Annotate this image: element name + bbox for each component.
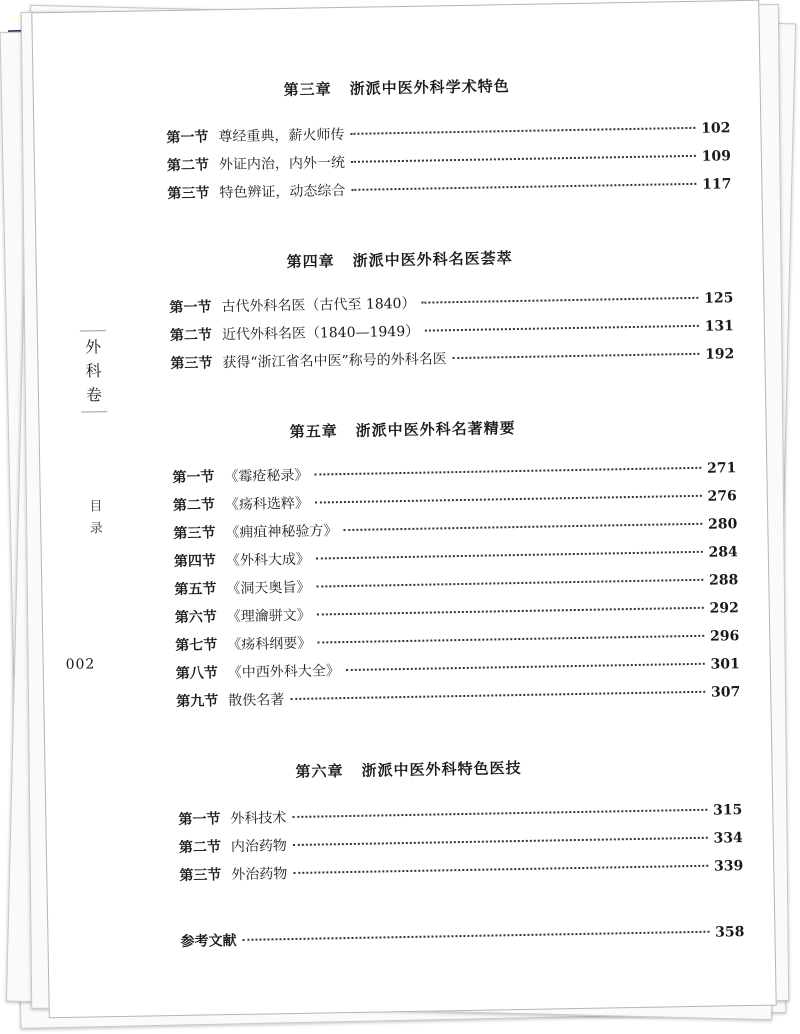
toc-entry[interactable] <box>172 457 736 489</box>
chapter-name: 浙派中医外科名著精要 <box>355 419 516 440</box>
toc-entry[interactable] <box>179 855 743 887</box>
page-ref: 271 <box>706 460 737 477</box>
section-title: 《痈疽神秘验方》 <box>225 523 338 542</box>
dot-leader <box>242 931 709 941</box>
section-title: 《疡科选粹》 <box>224 495 310 514</box>
section-number: 第一节 <box>169 299 212 317</box>
toc-entry[interactable] <box>169 287 733 319</box>
chapter-number: 第四章 <box>286 252 335 272</box>
section-number: 第五节 <box>174 581 217 599</box>
dot-leader <box>350 127 695 135</box>
section-number: 第一节 <box>166 129 209 147</box>
page-ref: 334 <box>713 830 743 847</box>
toc-entry[interactable] <box>166 117 730 149</box>
page-ref: 192 <box>704 346 735 363</box>
section-number: 第三节 <box>179 867 222 884</box>
section-number: 第七节 <box>175 637 218 655</box>
section-title: 尊经重典，薪火师传 <box>218 126 345 146</box>
chapter-title <box>34 71 760 105</box>
dot-leader <box>317 635 704 644</box>
dot-leader <box>351 155 696 163</box>
toc-entry[interactable] <box>175 597 739 629</box>
page-ref: 125 <box>704 290 734 307</box>
chapter-name: 浙派中医外科特色医技 <box>361 758 522 780</box>
section-title: 《中西外科大全》 <box>227 663 340 682</box>
references-entry[interactable] <box>180 921 744 953</box>
page-ref: 288 <box>708 572 739 589</box>
page-ref: 296 <box>709 628 740 645</box>
page-ref: 102 <box>701 120 731 137</box>
section-number: 第二节 <box>166 157 210 175</box>
dot-leader <box>314 467 701 476</box>
page-ref: 358 <box>715 924 745 941</box>
dot-leader <box>421 297 698 304</box>
dot-leader <box>316 551 703 560</box>
chapter-number: 第六章 <box>295 762 344 781</box>
toc-entry[interactable] <box>179 827 743 859</box>
section-title: 《外科大成》 <box>225 551 311 570</box>
toc-entry[interactable] <box>170 315 734 347</box>
page-ref: 117 <box>702 176 732 193</box>
page-ref: 109 <box>701 148 732 165</box>
page-ref: 276 <box>707 488 737 505</box>
section-number: 第九节 <box>176 693 219 711</box>
section-title: 《疡科纲要》 <box>227 635 312 654</box>
section-title: 《理瀹骈文》 <box>226 607 311 626</box>
chapter-title <box>45 753 771 787</box>
page-number: 002 <box>65 656 96 673</box>
section-number: 第一节 <box>178 811 221 828</box>
section-number: 第三节 <box>170 355 213 373</box>
dot-leader <box>316 579 703 588</box>
section-title: 古代外科名医（古代至 1840） <box>221 295 416 316</box>
dot-leader <box>293 865 708 874</box>
section-number: 第一节 <box>172 469 215 487</box>
section-title: 内治药物 <box>230 838 288 856</box>
page-ref: 284 <box>708 544 738 561</box>
section-title: 《霉疮秘录》 <box>224 467 309 486</box>
toc-entry[interactable] <box>176 681 740 713</box>
toc-entry[interactable] <box>174 569 738 601</box>
dot-leader <box>315 495 702 504</box>
toc-entry[interactable] <box>178 799 742 831</box>
page-ref: 315 <box>712 802 743 819</box>
toc-entry[interactable] <box>173 513 737 545</box>
dot-leader <box>317 607 704 616</box>
dot-leader <box>292 809 707 818</box>
section-title: 《洞天奥旨》 <box>226 579 311 598</box>
toc-entry[interactable] <box>167 145 731 177</box>
chapter-name: 浙派中医外科名医荟萃 <box>352 249 513 270</box>
section-number: 第四节 <box>173 553 217 571</box>
section-number: 第三节 <box>173 525 216 543</box>
dot-leader <box>343 523 702 531</box>
toc-page <box>31 0 776 1018</box>
dot-leader <box>290 691 705 700</box>
toc-entry[interactable] <box>174 541 738 573</box>
page-ref: 339 <box>713 858 744 875</box>
section-title: 外证内治，内外一统 <box>218 154 346 174</box>
toc-entry[interactable] <box>170 343 734 375</box>
chapter-number: 第三章 <box>283 80 332 100</box>
section-number: 第二节 <box>178 839 222 856</box>
page-ref: 307 <box>710 684 741 701</box>
page-ref: 292 <box>709 600 739 617</box>
toc-entry[interactable] <box>167 173 731 205</box>
section-title: 散佚名著 <box>228 692 285 710</box>
section-title: 外治药物 <box>231 866 288 884</box>
page-ref: 280 <box>707 516 738 533</box>
chapter-title <box>39 413 765 447</box>
dot-leader <box>293 837 708 846</box>
chapter-name: 浙派中医外科学术特色 <box>349 77 510 98</box>
dot-leader <box>351 183 696 191</box>
dot-leader <box>425 325 698 332</box>
section-title: 外科技术 <box>230 810 287 828</box>
dot-leader <box>453 353 699 359</box>
toc-entry[interactable] <box>176 653 740 685</box>
section-title: 近代外科名医（1840—1949） <box>221 323 420 344</box>
section-number: 第三节 <box>167 185 210 203</box>
section-number: 第二节 <box>169 327 213 345</box>
references-title: 参考文献 <box>180 932 237 950</box>
page-ref: 131 <box>704 318 734 335</box>
toc-entry[interactable] <box>173 485 737 517</box>
page-ref: 301 <box>710 656 740 673</box>
dot-leader <box>346 663 705 671</box>
toc-entry[interactable] <box>175 625 739 657</box>
section-number: 第二节 <box>172 497 216 515</box>
section-number: 第六节 <box>174 609 218 627</box>
section-label: 目 录 <box>89 499 103 537</box>
chapter-number: 第五章 <box>289 422 338 441</box>
section-title: 特色辨证，动态综合 <box>219 182 346 202</box>
section-title: 获得“浙江省名中医”称号的外科名医 <box>222 351 447 372</box>
section-number: 第八节 <box>175 665 218 683</box>
chapter-title <box>37 243 763 277</box>
book-volume-label: 外 科 卷 <box>78 326 110 417</box>
